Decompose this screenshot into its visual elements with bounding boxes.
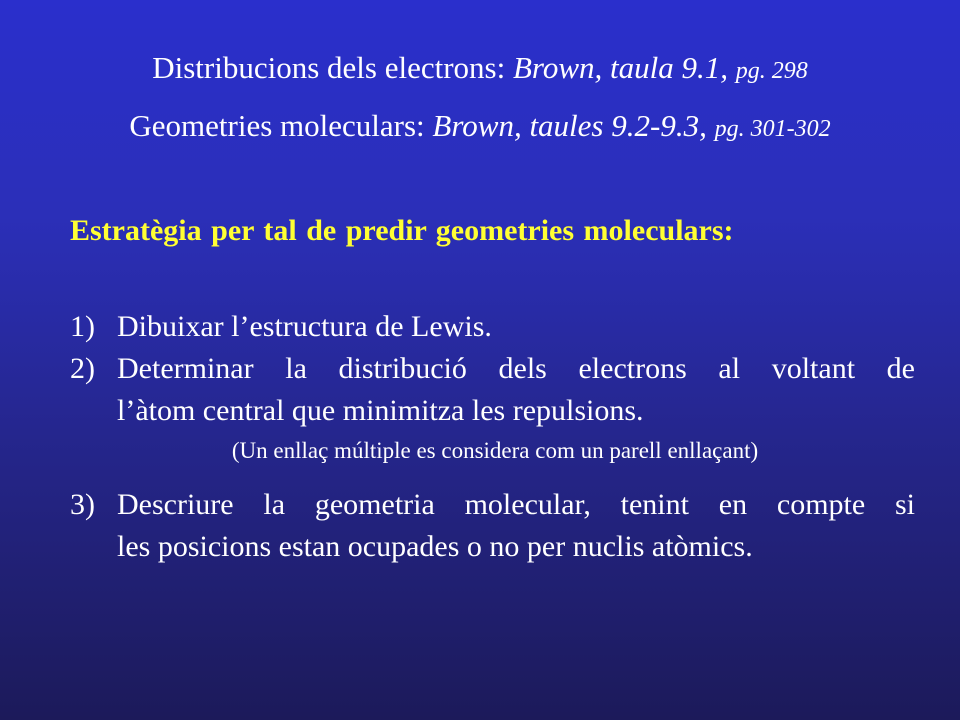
step-number: 2) (70, 352, 95, 385)
step-2 (70, 348, 915, 432)
reference-source: Brown, taules 9.2-9.3, (432, 108, 707, 143)
reference-page: pg. 301-302 (714, 116, 831, 142)
step-text-line: Descriure la geometria molecular, tenint en compte si (117, 488, 915, 521)
step-3 (70, 484, 915, 568)
step-1 (70, 306, 915, 348)
step-text-line: les posicions estan ocupades o no per nuclis atòmics. (117, 530, 753, 563)
strategy-heading: Estratègia per tal de predir geometries moleculars: (70, 214, 734, 247)
step-2-note: (Un enllaç múltiple es considera com un parell enllaçant) (231, 438, 759, 463)
step-text-line: Dibuixar l’estructura de Lewis. (117, 310, 492, 343)
step-number: 3) (70, 488, 95, 521)
reference-source: Brown, taula 9.1, (512, 50, 728, 85)
step-text-line: l’àtom central que minimitza les repulsions. (117, 394, 644, 427)
step-text-line: Determinar la distribució dels electrons al voltant de (117, 352, 915, 385)
reference-line-geometries (0, 108, 960, 144)
reference-label: Distribucions dels electrons: (152, 50, 506, 85)
reference-page: pg. 298 (735, 58, 808, 84)
reference-label: Geometries moleculars: (129, 108, 425, 143)
step-number: 1) (70, 310, 95, 343)
reference-line-distributions (0, 50, 960, 86)
